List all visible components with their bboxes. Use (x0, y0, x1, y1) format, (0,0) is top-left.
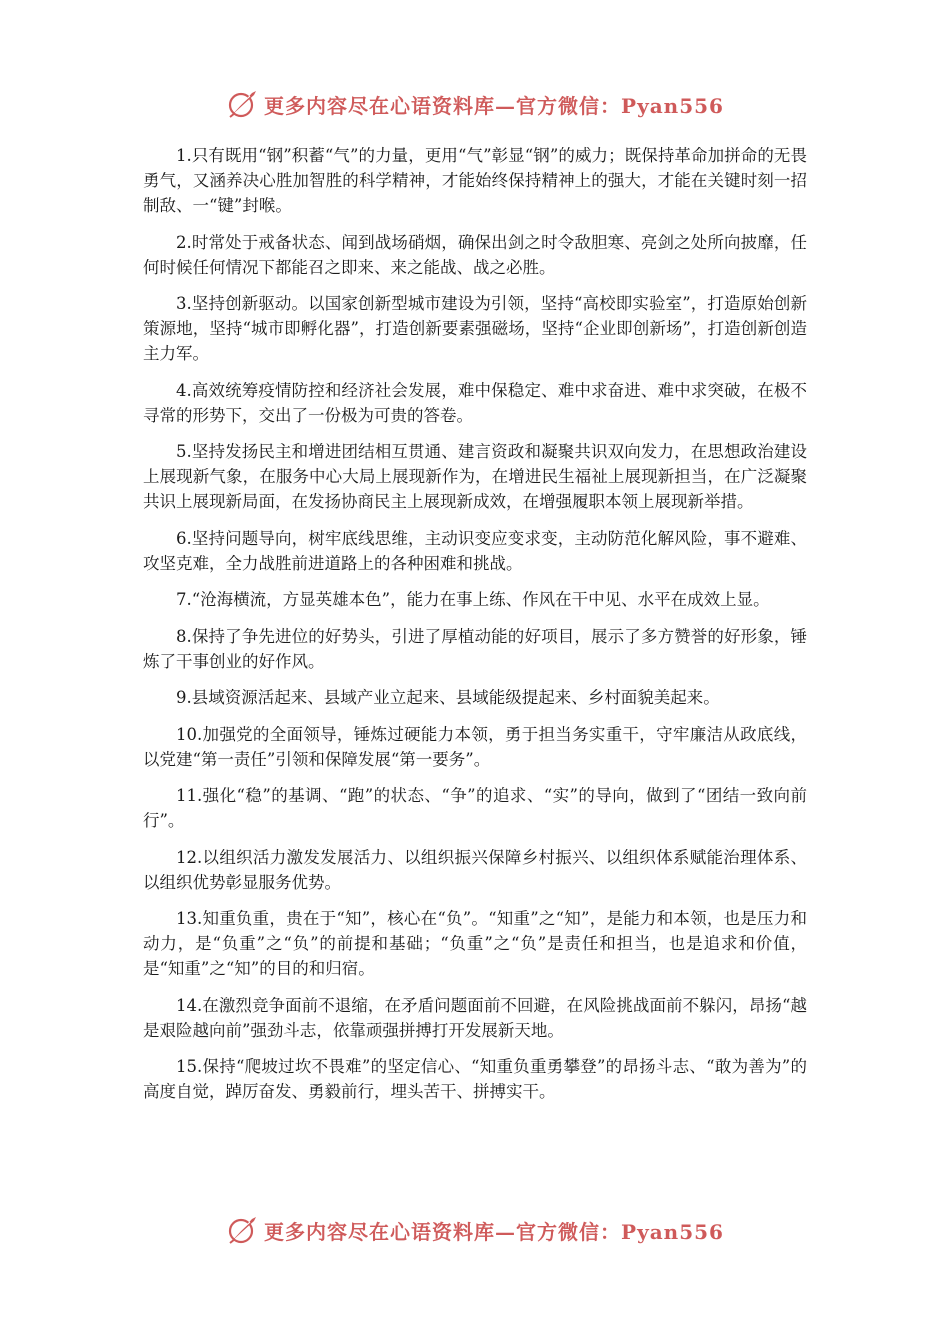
footer-banner (0, 1210, 950, 1250)
paragraph-9: 9.县域资源活起来、县域产业立起来、县域能级提起来、乡村面貌美起来。 (176, 688, 720, 707)
paragraph-12: 12.以组织活力激发发展活力、以组织振兴保障乡村振兴、以组织体系赋能治理体系、以组织优势彰显服务优势。 (143, 847, 807, 892)
quill-pen-logo-icon (226, 87, 260, 121)
paragraph-8: 8.保持了争先进位的好势头，引进了厚植动能的好项目，展示了多方赞誉的好形象，锤炼了干事创业的好作风。 (143, 626, 807, 671)
quill-pen-logo-icon (226, 1213, 260, 1247)
paragraph-5: 5.坚持发扬民主和增进团结相互贯通、建言资政和凝聚共识双向发力，在思想政治建设上展现新气象，在服务中心大局上展现新作为，在增进民生福祉上展现新担当，在广泛凝聚共识上展现新局面，在发扬协商民主上展现新成效，在增强履职本领上展现新举措。 (143, 442, 807, 511)
paragraph-7: 7.“沧海横流，方显英雄本色”，能力在事上练、作风在干中见、水平在成效上显。 (176, 590, 770, 609)
paragraph-3: 3.坚持创新驱动。以国家创新型城市建设为引领，坚持“高校即实验室”，打造原始创新策源地，坚持“城市即孵化器”，打造创新要素强磁场，坚持“企业即创新场”，打造创新创造主力军。 (143, 294, 807, 363)
paragraph-10: 10.加强党的全面领导，锤炼过硬能力本领，勇于担当务实重干，守牢廉洁从政底线，以党建“第一责任”引领和保障发展“第一要务”。 (143, 724, 807, 769)
paragraph-11: 11.强化“稳”的基调、“跑”的状态、“争”的追求、“实”的导向，做到了“团结一致向前行”。 (143, 786, 807, 830)
paragraph-6: 6.坚持问题导向，树牢底线思维，主动识变应变求变，主动防范化解风险，事不避难、攻坚克难，全力战胜前进道路上的各种困难和挑战。 (143, 528, 807, 573)
paragraph-15: 15.保持“爬坡过坎不畏难”的坚定信心、“知重负重勇攀登”的昂扬斗志、“敢为善为”的高度自觉，踔厉奋发、勇毅前行，埋头苦干、拼搏实干。 (143, 1057, 807, 1101)
paragraph-13: 13.知重负重，贵在于“知”，核心在“负”。“知重”之“知”，是能力和本领，也是压力和动力，是“负重”之“负”的前提和基础；“负重”之“负”是责任和担当，也是追求和价值，是“知重”之“知”的目的和归宿。 (143, 909, 807, 978)
banner-text: 更多内容尽在心语资料库—官方微信：Pyan556 (264, 1219, 724, 1244)
document-body (143, 143, 807, 1116)
banner-text: 更多内容尽在心语资料库—官方微信：Pyan556 (264, 93, 724, 118)
paragraph-1: 1.只有既用“钢”积蓄“气”的力量，更用“气”彰显“钢”的威力；既保持革命加拼命的无畏勇气，又涵养决心胜加智胜的科学精神，才能始终保持精神上的强大，才能在关键时刻一招制敌、一“键”封喉。 (143, 146, 807, 215)
paragraph-4: 4.高效统筹疫情防控和经济社会发展，难中保稳定、难中求奋进、难中求突破，在极不寻常的形势下，交出了一份极为可贵的答卷。 (143, 380, 807, 425)
paragraph-2: 2.时常处于戒备状态、闻到战场硝烟，确保出剑之时令敌胆寒、亮剑之处所向披靡，任何时候任何情况下都能召之即来、来之能战、战之必胜。 (143, 232, 807, 277)
header-banner (0, 84, 950, 124)
paragraph-14: 14.在激烈竞争面前不退缩，在矛盾问题面前不回避，在风险挑战面前不躲闪，昂扬“越是艰险越向前”强劲斗志，依靠顽强拼搏打开发展新天地。 (143, 995, 807, 1040)
